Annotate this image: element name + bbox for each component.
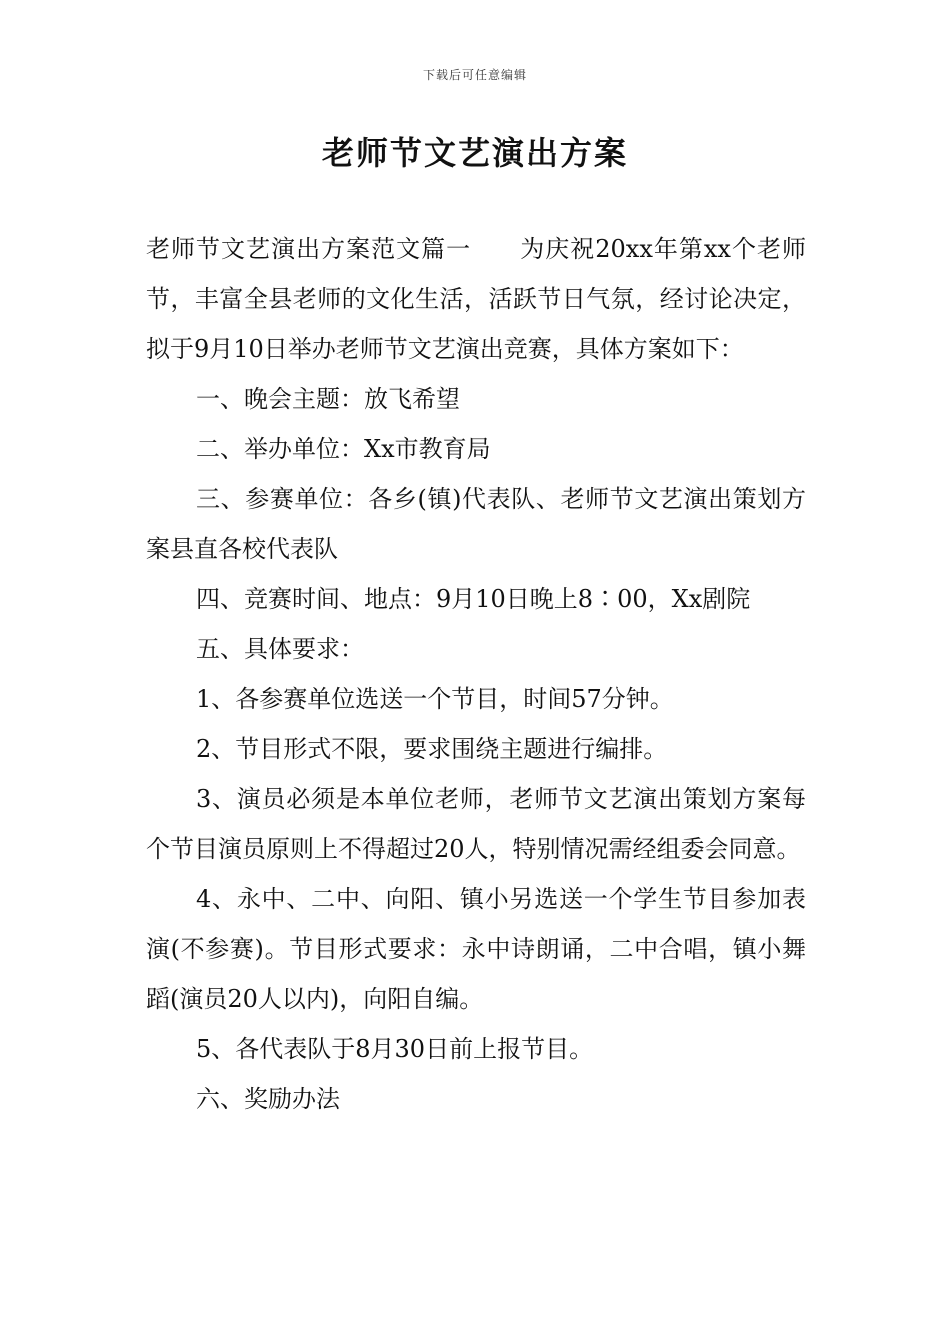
header-note: 下载后可任意编辑 <box>422 68 527 82</box>
intro-lead: 老师节文艺演出方案范文篇一 <box>146 235 472 263</box>
paragraph-awards: 六、奖励办法 <box>196 1085 340 1113</box>
paragraph-theme: 一、晚会主题：放飞希望 <box>196 385 460 413</box>
paragraph-req-1: 1、各参赛单位选送一个节目，时间57分钟。 <box>196 685 674 713</box>
paragraph-req-2: 2、节目形式不限，要求围绕主题进行编排。 <box>196 735 668 763</box>
intro-paragraph <box>146 224 806 374</box>
document-title: 老师节文艺演出方案 <box>321 134 628 172</box>
paragraph-participants: 三、参赛单位：各乡(镇)代表队、老师节文艺演出策划方案县直各校代表队 <box>146 485 806 563</box>
paragraph-organizer: 二、举办单位：Xx市教育局 <box>196 435 491 463</box>
paragraph-req-4: 4、永中、二中、向阳、镇小另选送一个学生节目参加表演(不参赛)。节目形式要求：永中诗朗诵，二中合唱，镇小舞蹈(演员20人以内)，向阳自编。 <box>146 885 806 1013</box>
paragraph-req-3: 3、演员必须是本单位老师，老师节文艺演出策划方案每个节目演员原则上不得超过20人，特别情况需经组委会同意。 <box>146 785 806 863</box>
intro-text: 为庆祝20xx年第xx个老师节，丰富全县老师的文化生活，活跃节日气氛，经讨论决定，拟于9月10日举办老师节文艺演出竞赛，具体方案如下： <box>146 235 807 363</box>
document-body <box>146 224 806 1124</box>
paragraph-req-5: 5、各代表队于8月30日前上报节目。 <box>196 1035 594 1063</box>
paragraph-time-place: 四、竞赛时间、地点：9月10日晚上8∶00，Xx剧院 <box>196 585 751 613</box>
paragraph-requirements: 五、具体要求： <box>196 635 364 663</box>
